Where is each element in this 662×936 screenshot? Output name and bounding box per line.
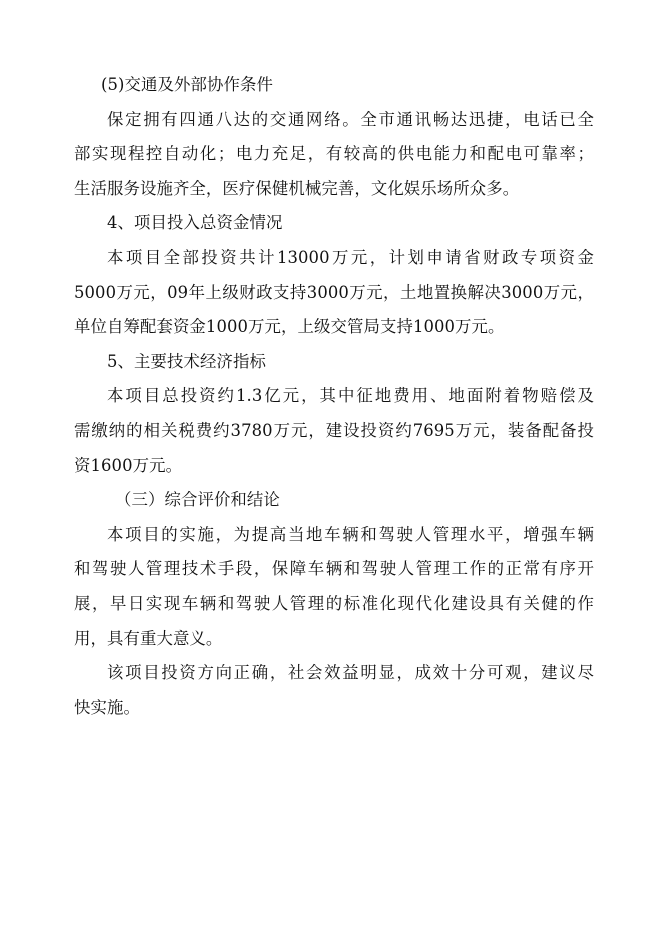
paragraph-line: 需缴纳的相关税费约3780万元，建设投资约7695万元，装备配备投: [74, 420, 594, 440]
paragraph-line: 资1600万元。: [74, 455, 183, 475]
paragraph-line: 展，早日实现车辆和驾驶人管理的标准化现代化建设具有关健的作: [74, 593, 594, 613]
heading-transport: (5)交通及外部协作条件: [101, 75, 273, 94]
paragraph-line: 该项目投资方向正确，社会效益明显，成效十分可观，建议尽: [107, 663, 594, 683]
paragraph-line: 保定拥有四通八达的交通网络。全市通讯畅达迅捷，电话已全: [107, 109, 594, 129]
heading-conclusion: （三）综合评价和结论: [115, 490, 280, 510]
paragraph-line: 本项目全部投资共计13000万元，计划申请省财政专项资金: [107, 247, 594, 267]
paragraph-line: 单位自筹配套资金1000万元，上级交管局支持1000万元。: [74, 317, 505, 337]
heading-investment: 4、项目投入总资金情况: [107, 213, 283, 233]
paragraph-line: 用，具有重大意义。: [74, 628, 223, 648]
paragraph-line: 快实施。: [74, 697, 140, 717]
paragraph-line: 5000万元，09年上级财政支持3000万元，土地置换解决3000万元，: [74, 282, 594, 302]
paragraph-line: 本项目总投资约1.3亿元，其中征地费用、地面附着物赔偿及: [107, 386, 594, 406]
paragraph-line: 本项目的实施，为提高当地车辆和驾驶人管理水平，增强车辆: [107, 524, 594, 544]
paragraph-line: 部实现程控自动化；电力充足，有较高的供电能力和配电可靠率；: [74, 144, 594, 164]
heading-indicators: 5、主要技术经济指标: [107, 351, 266, 371]
paragraph-line: 和驾驶人管理技术手段，保障车辆和驾驶人管理工作的正常有序开: [74, 559, 594, 579]
paragraph-line: 生活服务设施齐全，医疗保健机械完善，文化娱乐场所众多。: [74, 178, 520, 198]
document-body: [74, 68, 594, 725]
